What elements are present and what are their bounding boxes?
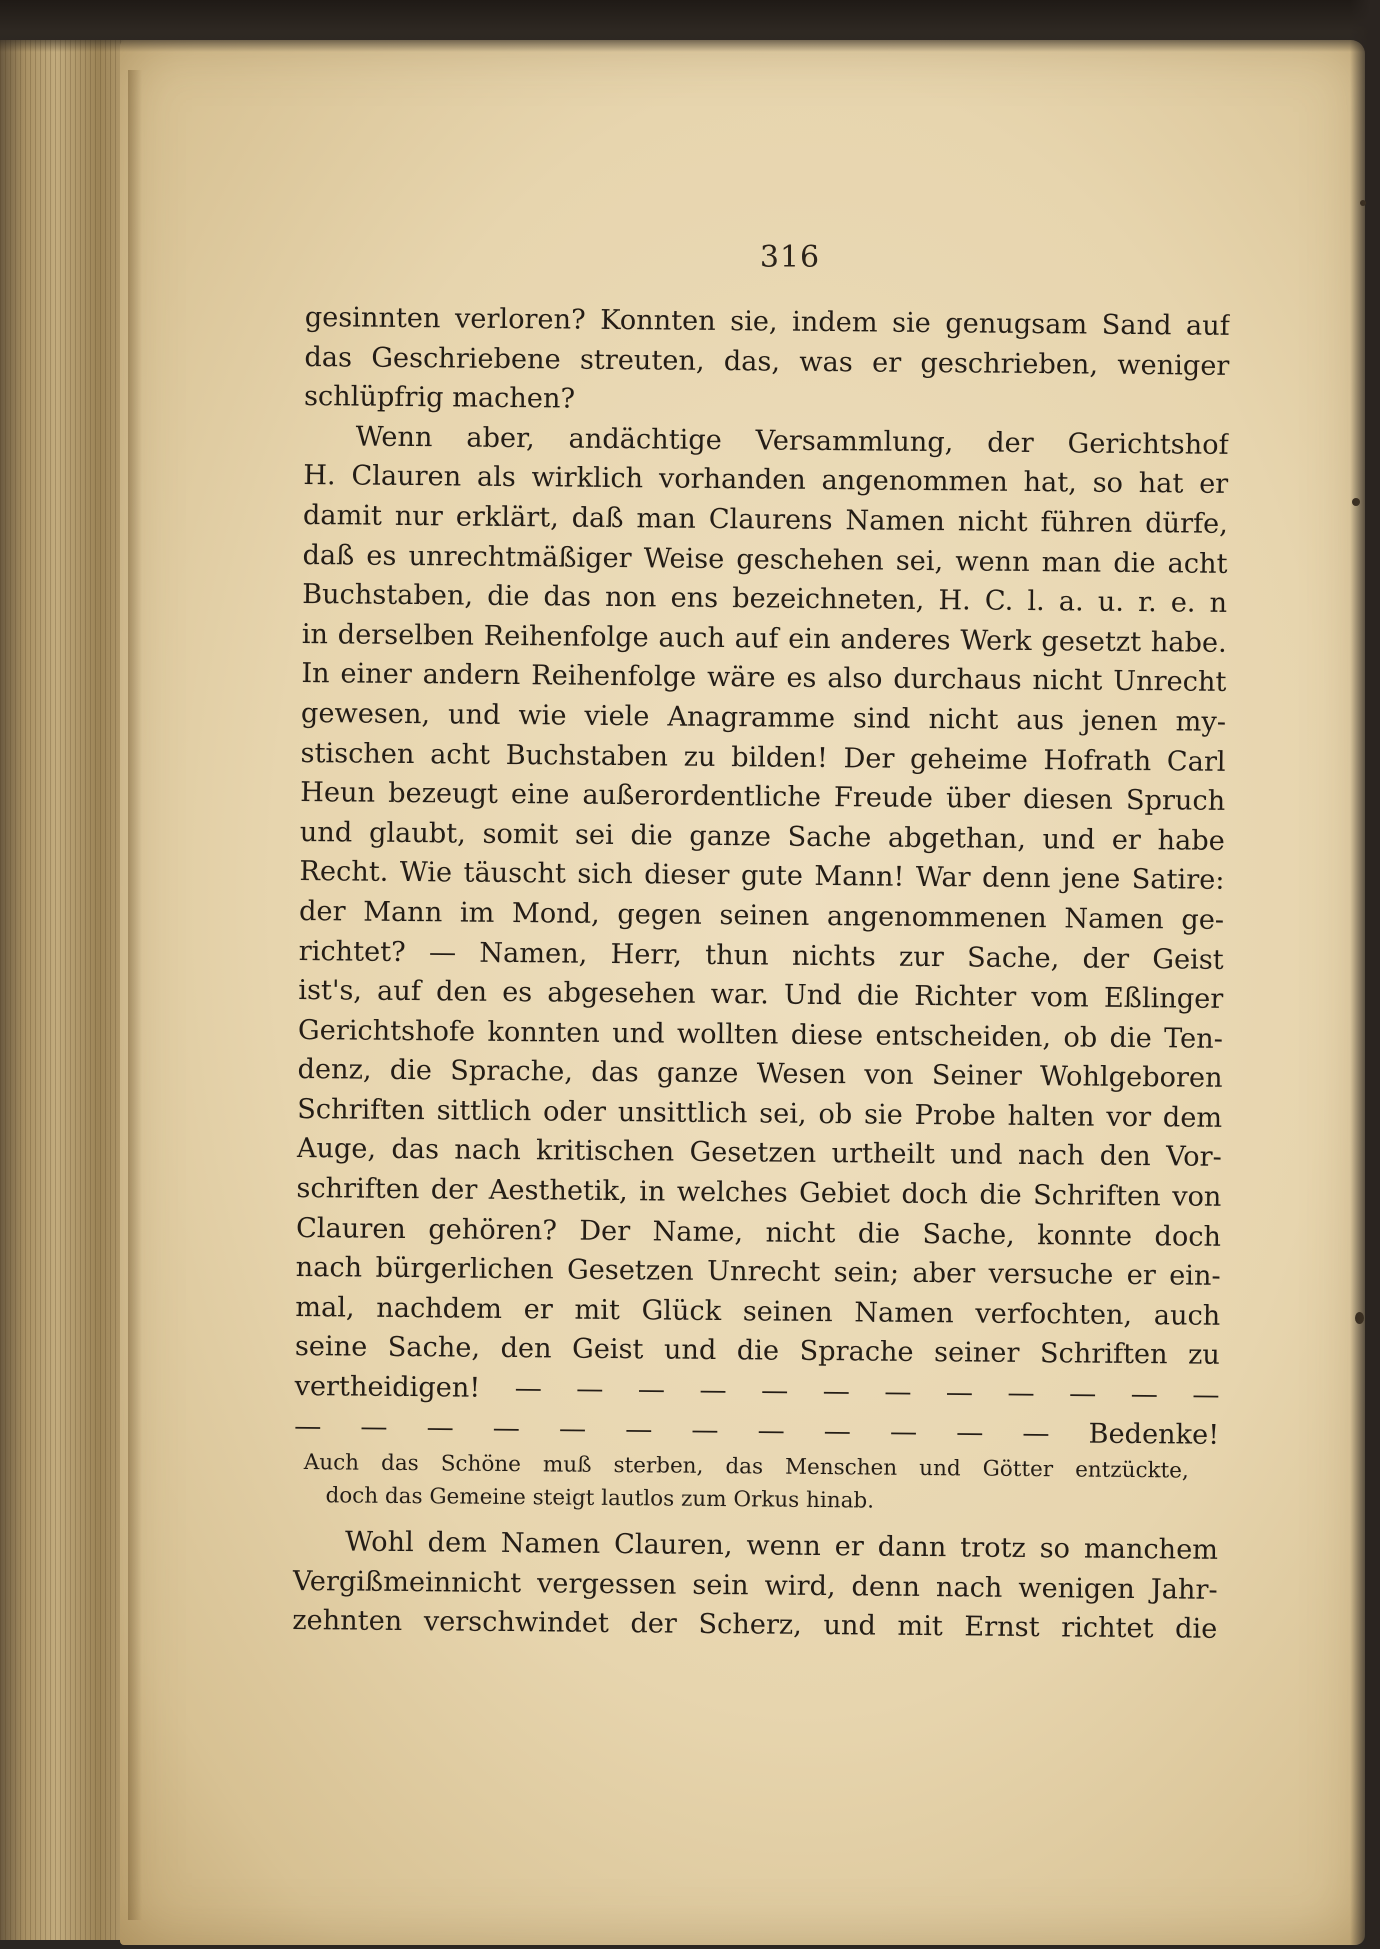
text-line: vertheidigen! — — — — — — — — — — — — — [294, 1370, 1220, 1411]
text-line: und glaubt, somit sei die ganze Sache abgethan, und er habe — [299, 816, 1225, 857]
verse-quote-line: doch das Gemeine steigt lautlos zum Orkus hinab. — [325, 1483, 875, 1514]
text-line: Schriften sittlich oder unsittlich sei, ob sie Probe halten vor dem — [297, 1093, 1223, 1134]
text-line: schlüpfrig machen? — [303, 381, 576, 415]
text-line: Wenn aber, andächtige Versammlung, der Gerichtshof — [355, 421, 1229, 461]
text-line: gewesen, und wie viele Anagramme sind nicht aus jenen my- — [300, 697, 1227, 738]
text-line: Recht. Wie täuscht sich dieser gute Mann! War denn jene Satire: — [299, 856, 1225, 897]
text-line: schriften der Aesthetik, in welches Gebiet doch die Schriften von — [296, 1173, 1222, 1213]
book-page-edges — [0, 40, 140, 1940]
paper-speck — [1352, 498, 1360, 506]
text-line: H. Clauren als wirklich vorhanden angenommen hat, so hat er — [303, 460, 1229, 501]
text-line: In einer andern Reihenfolge wäre es also durchaus nicht Unrecht — [301, 658, 1227, 699]
text-line: stischen acht Buchstaben zu bilden! Der geheime Hofrath Carl — [300, 737, 1226, 778]
text-line: damit nur erklärt, daß man Claurens Namen nicht führen dürfe, — [302, 499, 1229, 540]
right-edge-shadow — [1350, 0, 1380, 1949]
text-line: Buchstaben, die das non ens bezeichneten, H. C. l. a. u. r. e. n — [302, 579, 1228, 620]
text-line: daß es unrechtmäßiger Weise geschehen sei, wenn man die acht — [302, 539, 1228, 580]
text-line: der Mann im Mond, gegen seinen angenommenen Namen ge- — [298, 895, 1225, 936]
text-line: Wohl dem Namen Clauren, wenn er dann trotz so manchem — [344, 1526, 1219, 1567]
text-line: das Geschriebene streuten, das, was er geschrieben, weniger — [304, 341, 1230, 382]
text-line: Gerichtshofe konnten und wollten diese entscheiden, ob die Ten- — [297, 1014, 1224, 1055]
text-line: Heun bezeugt eine außerordentliche Freude über diesen Spruch — [300, 777, 1226, 817]
top-edge-shadow — [0, 0, 1380, 52]
text-line: ist's, auf den es abgesehen war. Und die Richter vom Eßlinger — [298, 975, 1224, 1015]
text-line: Auge, das nach kritischen Gesetzen urtheilt und nach den Vor- — [296, 1133, 1222, 1174]
paper-speck — [1360, 200, 1366, 206]
text-line: in derselben Reihenfolge auch auf ein anderes Werk gesetzt habe. — [301, 618, 1227, 659]
text-line: mal, nachdem er mit Glück seinen Namen verfochten, auch — [295, 1291, 1221, 1332]
text-line: Vergißmeinnicht vergessen sein wird, denn nach wenigen Jahr- — [292, 1565, 1218, 1606]
body-text — [292, 298, 1230, 1650]
text-line: richtet? — Namen, Herr, thun nichts zur Sache, der Geist — [298, 935, 1224, 976]
text-line: — — — — — — — — — — — — Bedenke! — [294, 1410, 1220, 1451]
text-line: seine Sache, den Geist und die Sprache seiner Schriften zu — [294, 1331, 1221, 1372]
text-line: nach bürgerlichen Gesetzen Unrecht sein; aber versuche er ein- — [295, 1252, 1221, 1293]
text-line: zehnten verschwindet der Scherz, und mit Ernst richtet die — [292, 1605, 1218, 1646]
verse-quote-line: Auch das Schöne muß sterben, das Menschen und Götter entzückte, — [303, 1450, 1189, 1484]
page-number: 316 — [759, 240, 821, 275]
text-line: gesinnten verloren? Konnten sie, indem sie genugsam Sand auf — [304, 301, 1230, 342]
text-line: Clauren gehören? Der Name, nicht die Sache, konnte doch — [295, 1212, 1222, 1253]
paper-speck — [1355, 1312, 1364, 1324]
text-line: denz, die Sprache, das ganze Wesen von Seiner Wohlgeboren — [297, 1054, 1223, 1095]
